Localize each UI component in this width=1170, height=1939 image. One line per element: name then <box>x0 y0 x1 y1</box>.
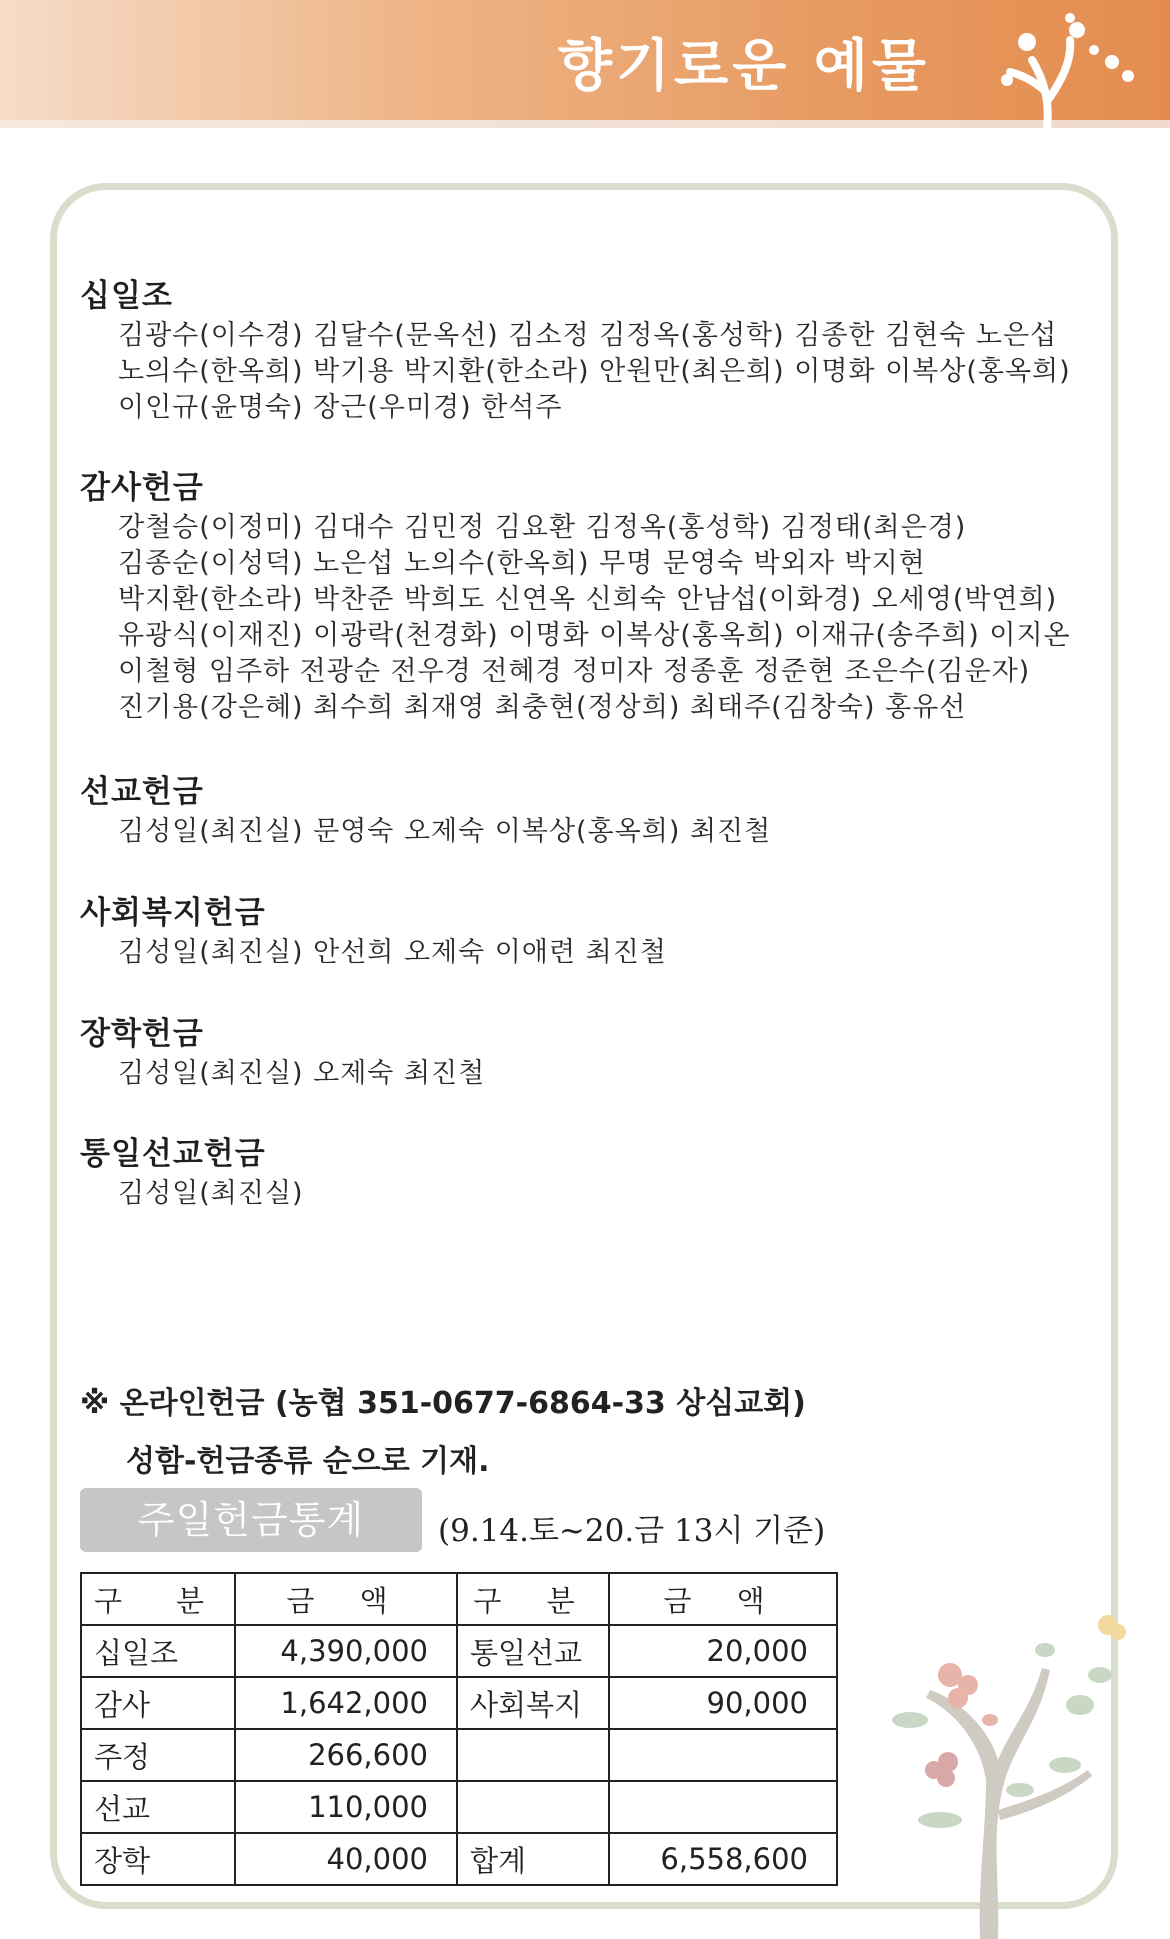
stats-period: (9.14.토~20.금 13시 기준) <box>438 1513 826 1549</box>
table-row <box>81 1781 837 1833</box>
tree-illustration-icon <box>840 1580 1170 1939</box>
header-category: 구 분 <box>457 1573 609 1625</box>
row-amount: 4,390,000 <box>235 1625 457 1677</box>
name-line: 김성일(최진실) 오제숙 최진철 <box>118 1058 486 1089</box>
table-row-total <box>81 1833 837 1885</box>
row-amount: 40,000 <box>235 1833 457 1885</box>
offering-stats-table <box>80 1572 838 1886</box>
name-line: 박지환(한소라) 박찬준 박희도 신연옥 신희숙 안남섭(이화경) 오세영(박연희) <box>118 584 1058 615</box>
section-unification <box>80 1128 1080 1215</box>
row-amount <box>609 1781 837 1833</box>
name-line: 김광수(이수경) 김달수(문옥선) 김소정 김정옥(홍성학) 김종한 김현숙 노은섭 <box>118 320 1058 351</box>
section-scholarship <box>80 1008 1080 1095</box>
row-label <box>457 1729 609 1781</box>
section-mission <box>80 766 1080 853</box>
total-label: 합계 <box>457 1833 609 1885</box>
row-label: 통일선교 <box>457 1625 609 1677</box>
row-label: 감사 <box>81 1677 235 1729</box>
header-amount: 금 액 <box>235 1573 457 1625</box>
name-line: 진기용(강은혜) 최수희 최재영 최충현(정상희) 최태주(김창숙) 홍유선 <box>118 692 967 723</box>
row-amount: 110,000 <box>235 1781 457 1833</box>
row-label <box>457 1781 609 1833</box>
row-amount: 1,642,000 <box>235 1677 457 1729</box>
online-offering-notice <box>80 1378 980 1480</box>
stats-badge: 주일헌금통계 <box>80 1488 422 1552</box>
name-line: 김성일(최진실) 안선희 오제숙 이애련 최진철 <box>118 937 667 968</box>
section-welfare <box>80 887 1080 974</box>
table-header-row <box>81 1573 837 1625</box>
page-title: 향기로운 예물 <box>557 34 930 99</box>
name-line: 이인규(윤명숙) 장근(우미경) 한석주 <box>118 392 563 423</box>
header-amount: 금 액 <box>609 1573 837 1625</box>
online-instructions: 성함-헌금종류 순으로 기재. <box>126 1444 490 1479</box>
header-category: 구 분 <box>81 1573 235 1625</box>
online-account-info: ※ 온라인헌금 (농협 351-0677-6864-33 상심교회) <box>80 1386 806 1421</box>
tree-decoration-icon <box>952 0 1152 130</box>
section-title: 십일조 <box>80 278 173 314</box>
total-amount: 6,558,600 <box>609 1833 837 1885</box>
row-label: 선교 <box>81 1781 235 1833</box>
table-row <box>81 1677 837 1729</box>
row-amount: 90,000 <box>609 1677 837 1729</box>
section-thanksgiving <box>80 462 1080 729</box>
name-line: 김종순(이성덕) 노은섭 노의수(한옥희) 무명 문영숙 박외자 박지현 <box>118 548 926 579</box>
section-title: 장학헌금 <box>80 1016 204 1052</box>
table-row <box>81 1729 837 1781</box>
row-label: 사회복지 <box>457 1677 609 1729</box>
section-title: 사회복지헌금 <box>80 895 266 931</box>
section-title: 통일선교헌금 <box>80 1136 266 1172</box>
row-label: 주정 <box>81 1729 235 1781</box>
section-title: 감사헌금 <box>80 470 204 506</box>
name-line: 이철형 임주하 전광순 전우경 전혜경 정미자 정종훈 정준현 조은수(김운자) <box>118 656 1031 687</box>
section-tithe <box>80 270 1080 429</box>
row-amount: 266,600 <box>235 1729 457 1781</box>
row-label: 장학 <box>81 1833 235 1885</box>
name-line: 김성일(최진실) 문영숙 오제숙 이복상(홍옥희) 최진철 <box>118 816 772 847</box>
name-line: 강철승(이정미) 김대수 김민정 김요환 김정옥(홍성학) 김정태(최은경) <box>118 512 967 543</box>
row-label: 십일조 <box>81 1625 235 1677</box>
row-amount: 20,000 <box>609 1625 837 1677</box>
name-line: 유광식(이재진) 이광락(천경화) 이명화 이복상(홍옥희) 이재규(송주희) 이지온 <box>118 620 1071 651</box>
name-line: 김성일(최진실) <box>118 1178 304 1209</box>
row-amount <box>609 1729 837 1781</box>
section-title: 선교헌금 <box>80 774 204 810</box>
name-line: 노의수(한옥희) 박기용 박지환(한소라) 안원만(최은희) 이명화 이복상(홍옥희) <box>118 356 1071 387</box>
table-row <box>81 1625 837 1677</box>
